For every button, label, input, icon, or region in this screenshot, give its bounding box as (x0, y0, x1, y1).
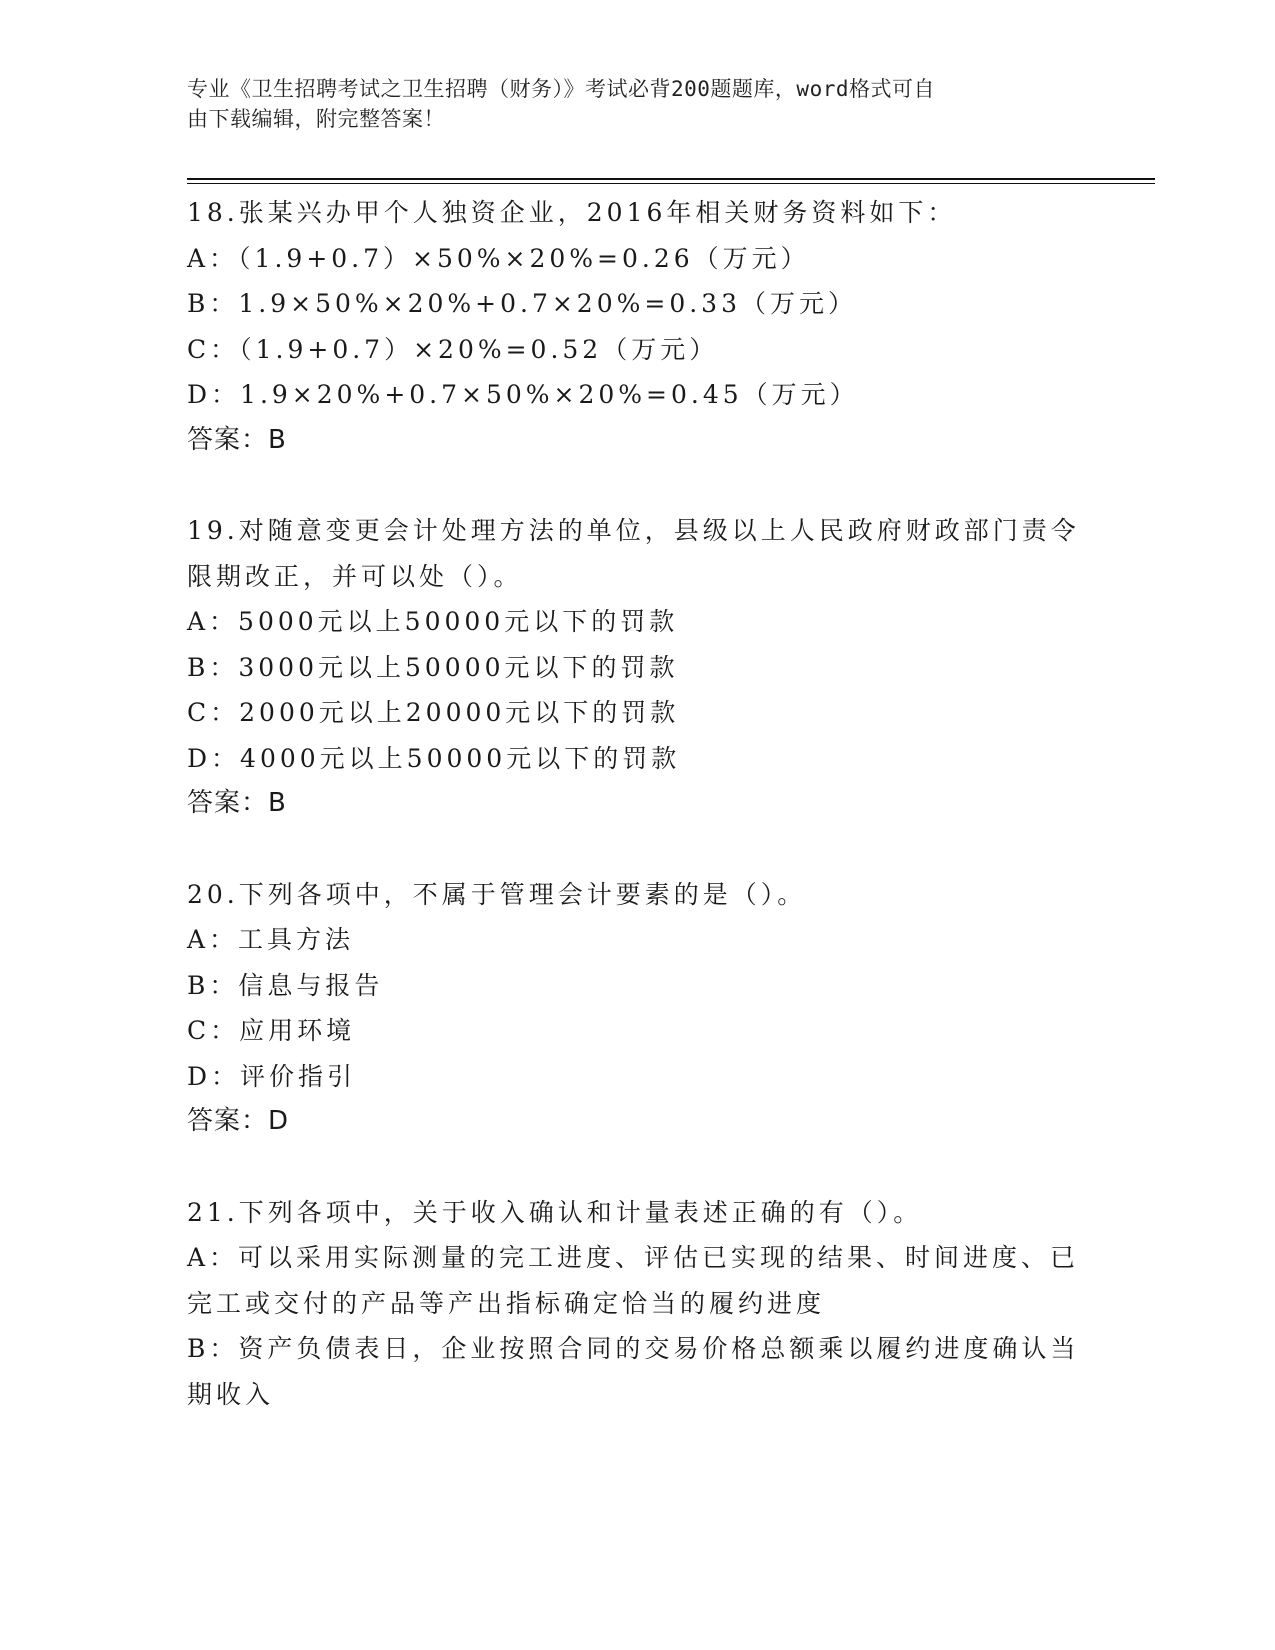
answer-option: D：评价指引 (187, 1061, 357, 1091)
header-line-2: 由下载编辑，附完整答案！ (187, 107, 445, 131)
answer-option: C：应用环境 (187, 1016, 356, 1045)
answer-option: A：5000元以上50000元以下的罚款 (187, 607, 679, 636)
answer-option: C：（1.9+0.7）×20%=0.52（万元） (187, 334, 719, 364)
header-divider-thick (187, 178, 1155, 180)
answer-option: 完工或交付的产品等产出指标确定恰当的履约进度 (187, 1288, 826, 1318)
answer-key: 答案：B (187, 424, 287, 455)
question-block (187, 190, 1087, 463)
answer-option: D：1.9×20%+0.7×50%×20%=0.45（万元） (187, 380, 859, 409)
answer-key: 答案：B (187, 788, 287, 818)
header-divider-thin (187, 183, 1155, 184)
answer-option: 期收入 (187, 1379, 275, 1409)
question-block (187, 872, 1087, 1145)
answer-option: A：（1.9+0.7）×50%×20%=0.26（万元） (187, 243, 810, 273)
document-header (187, 74, 1067, 134)
answer-option: B：信息与报告 (187, 970, 384, 1000)
answer-key: 答案：D (187, 1106, 290, 1136)
answer-option: B：资产负债表日，企业按照合同的交易价格总额乘以履约进度确认当 (187, 1334, 1080, 1363)
answer-option: D：4000元以上50000元以下的罚款 (187, 743, 681, 773)
answer-option: C：2000元以上20000元以下的罚款 (187, 698, 680, 727)
answer-option: B：3000元以上50000元以下的罚款 (187, 652, 679, 682)
question-text: 限期改正，并可以处（）。 (187, 561, 523, 591)
question-list (187, 190, 1087, 1417)
question-block (187, 508, 1087, 827)
answer-option: A：可以采用实际测量的完工进度、评估已实现的结果、时间进度、已 (187, 1243, 1080, 1272)
answer-option: A：工具方法 (187, 925, 355, 954)
question-block (187, 1190, 1087, 1418)
question-text: 21.下列各项中，关于收入确认和计量表述正确的有（）。 (187, 1197, 923, 1227)
question-text: 18.张某兴办甲个人独资企业，2016年相关财务资料如下： (187, 198, 957, 227)
header-line-1: 专业《卫生招聘考试之卫生招聘（财务）》考试必背200题题库，word格式可自 (187, 77, 935, 101)
question-text: 20.下列各项中，不属于管理会计要素的是（）。 (187, 879, 807, 909)
answer-option: B：1.9×50%×20%+0.7×20%=0.33（万元） (187, 289, 857, 318)
question-text: 19.对随意变更会计处理方法的单位，县级以上人民政府财政部门责令 (187, 516, 1080, 545)
